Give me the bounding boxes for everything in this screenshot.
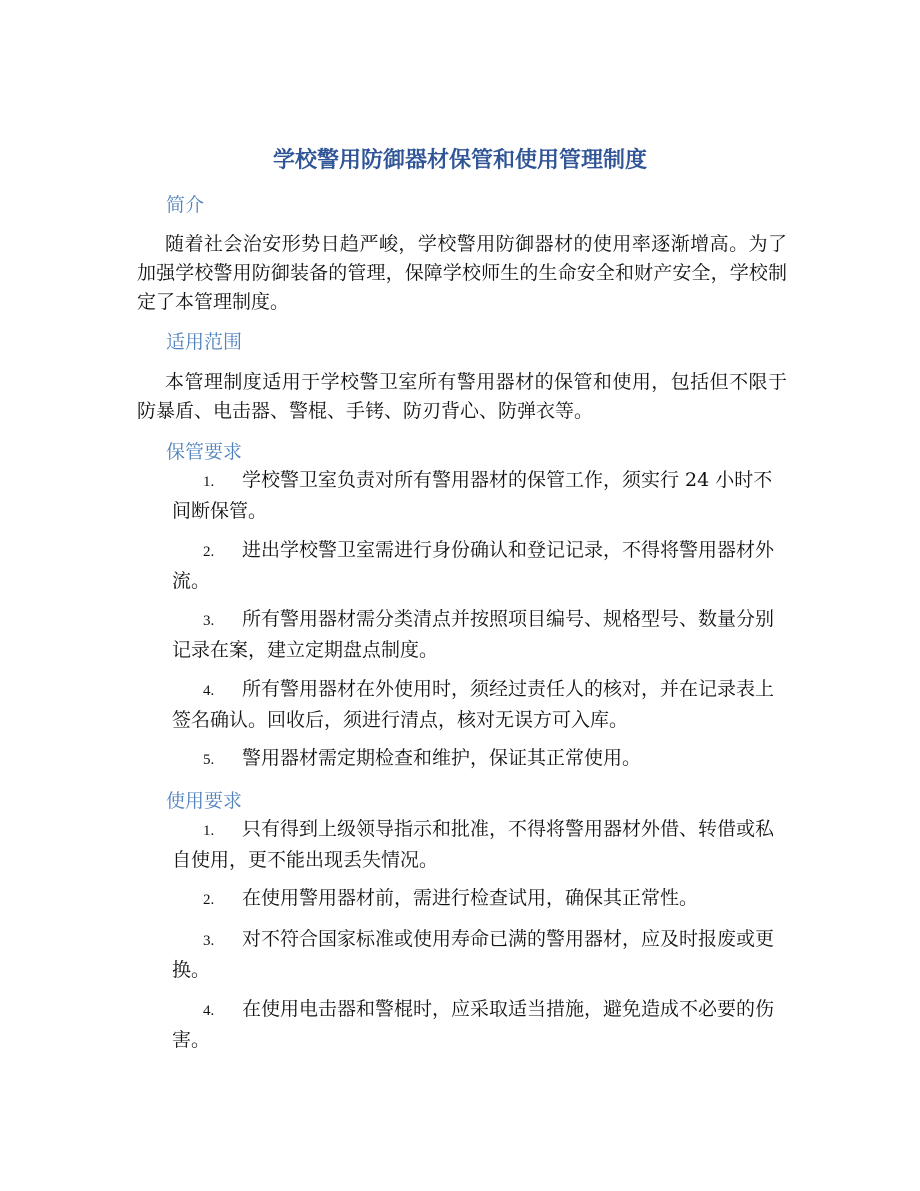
storage-item-2 [172, 536, 784, 596]
list-number: 1. [203, 474, 215, 490]
list-item-text: 对不符合国家标准或使用寿命已满的警用器材，应及时报废或更换。 [172, 928, 775, 981]
section-heading-intro: 简介 [166, 194, 205, 216]
list-item-text: 所有警用器材需分类清点并按照项目编号、规格型号、数量分别记录在案，建立定期盘点制度。 [172, 608, 775, 661]
list-item-text: 只有得到上级领导指示和批准，不得将警用器材外借、转借或私自使用，更不能出现丢失情况。 [172, 818, 775, 871]
intro-paragraph: 随着社会治安形势日趋严峻，学校警用防御器材的使用率逐渐增高。为了加强学校警用防御装备的管理，保障学校师生的生命安全和财产安全，学校制定了本管理制度。 [137, 233, 787, 313]
storage-item-5 [172, 744, 784, 775]
list-number: 4. [203, 683, 215, 699]
list-item-text: 警用器材需定期检查和维护，保证其正常使用。 [242, 747, 642, 769]
usage-item-3 [172, 925, 784, 985]
list-item-text: 学校警卫室负责对所有警用器材的保管工作，须实行 24 小时不间断保管。 [172, 469, 773, 522]
storage-item-1 [172, 466, 784, 526]
list-number: 5. [203, 752, 215, 768]
document-title: 学校警用防御器材保管和使用管理制度 [272, 147, 647, 173]
storage-item-3 [172, 605, 784, 665]
list-number: 4. [203, 1003, 215, 1019]
usage-item-2 [172, 884, 784, 915]
usage-item-4 [172, 995, 784, 1055]
list-number: 2. [203, 544, 215, 560]
usage-item-1 [172, 815, 784, 875]
list-item-text: 在使用电击器和警棍时，应采取适当措施，避免造成不必要的伤害。 [172, 998, 775, 1051]
list-item-text: 进出学校警卫室需进行身份确认和登记记录，不得将警用器材外流。 [172, 539, 775, 592]
storage-item-4 [172, 675, 784, 735]
list-item-text: 所有警用器材在外使用时，须经过责任人的核对，并在记录表上签名确认。回收后，须进行清点，核对无误方可入库。 [172, 678, 775, 731]
list-number: 2. [203, 892, 215, 908]
section-heading-storage: 保管要求 [166, 441, 243, 463]
scope-paragraph: 本管理制度适用于学校警卫室所有警用器材的保管和使用，包括但不限于防暴盾、电击器、警棍、手铐、防刃背心、防弹衣等。 [137, 371, 787, 422]
section-heading-scope: 适用范围 [166, 331, 243, 353]
list-number: 1. [203, 823, 215, 839]
list-number: 3. [203, 613, 215, 629]
section-heading-usage: 使用要求 [166, 790, 243, 812]
list-item-text: 在使用警用器材前，需进行检查试用，确保其正常性。 [242, 887, 699, 909]
list-number: 3. [203, 933, 215, 949]
